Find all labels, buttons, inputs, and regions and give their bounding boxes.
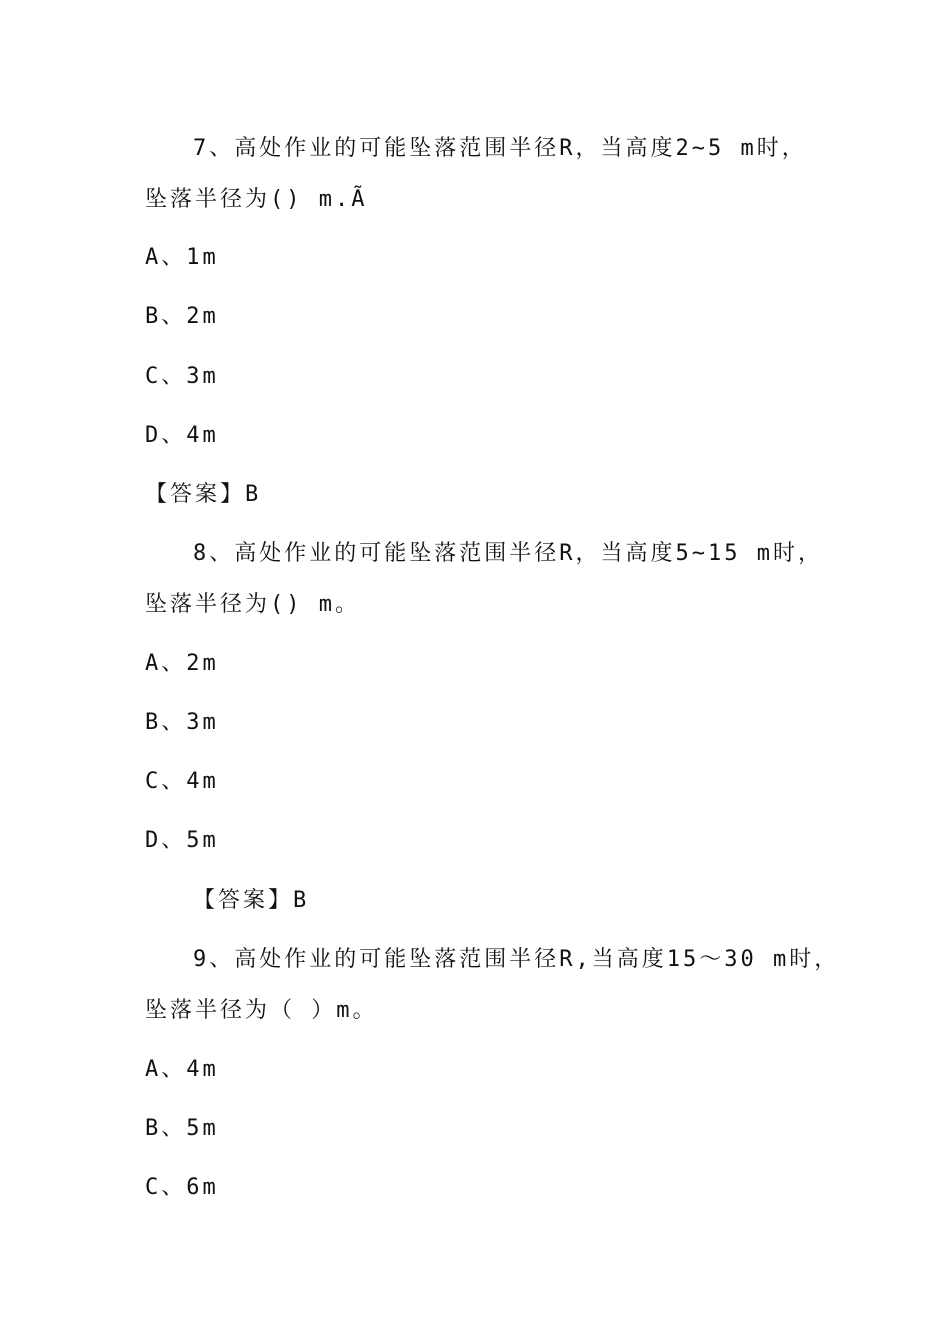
question-7-option-c: C、3m [145, 364, 219, 389]
question-8-option-b: B、3m [145, 710, 219, 735]
question-9-stem-line2: 坠落半径为（ ）m。 [145, 998, 378, 1023]
question-8-option-c: C、4m [145, 769, 219, 794]
question-8-stem-line1: 8、高处作业的可能坠落范围半径R，当高度5~15 m时， [193, 541, 823, 566]
question-9-option-a: A、4m [145, 1057, 219, 1082]
question-8-option-d: D、5m [145, 828, 219, 853]
question-9-option-b: B、5m [145, 1116, 219, 1141]
question-8-option-a: A、2m [145, 651, 219, 676]
question-7-stem-line1: 7、高处作业的可能坠落范围半径R，当高度2~5 m时， [193, 136, 807, 161]
question-7-option-b: B、2m [145, 304, 219, 329]
question-9-stem-line1: 9、高处作业的可能坠落范围半径R,当高度15～30 m时， [193, 947, 840, 972]
question-8-answer: 【答案】B [193, 888, 310, 913]
question-8-stem-line2: 坠落半径为() m。 [145, 592, 360, 617]
question-7-answer: 【答案】B [145, 482, 262, 507]
question-7-option-d: D、4m [145, 423, 219, 448]
question-7-option-a: A、1m [145, 245, 219, 270]
question-7-stem-line2: 坠落半径为() m.Ã [145, 187, 368, 212]
question-9-option-c: C、6m [145, 1175, 219, 1200]
